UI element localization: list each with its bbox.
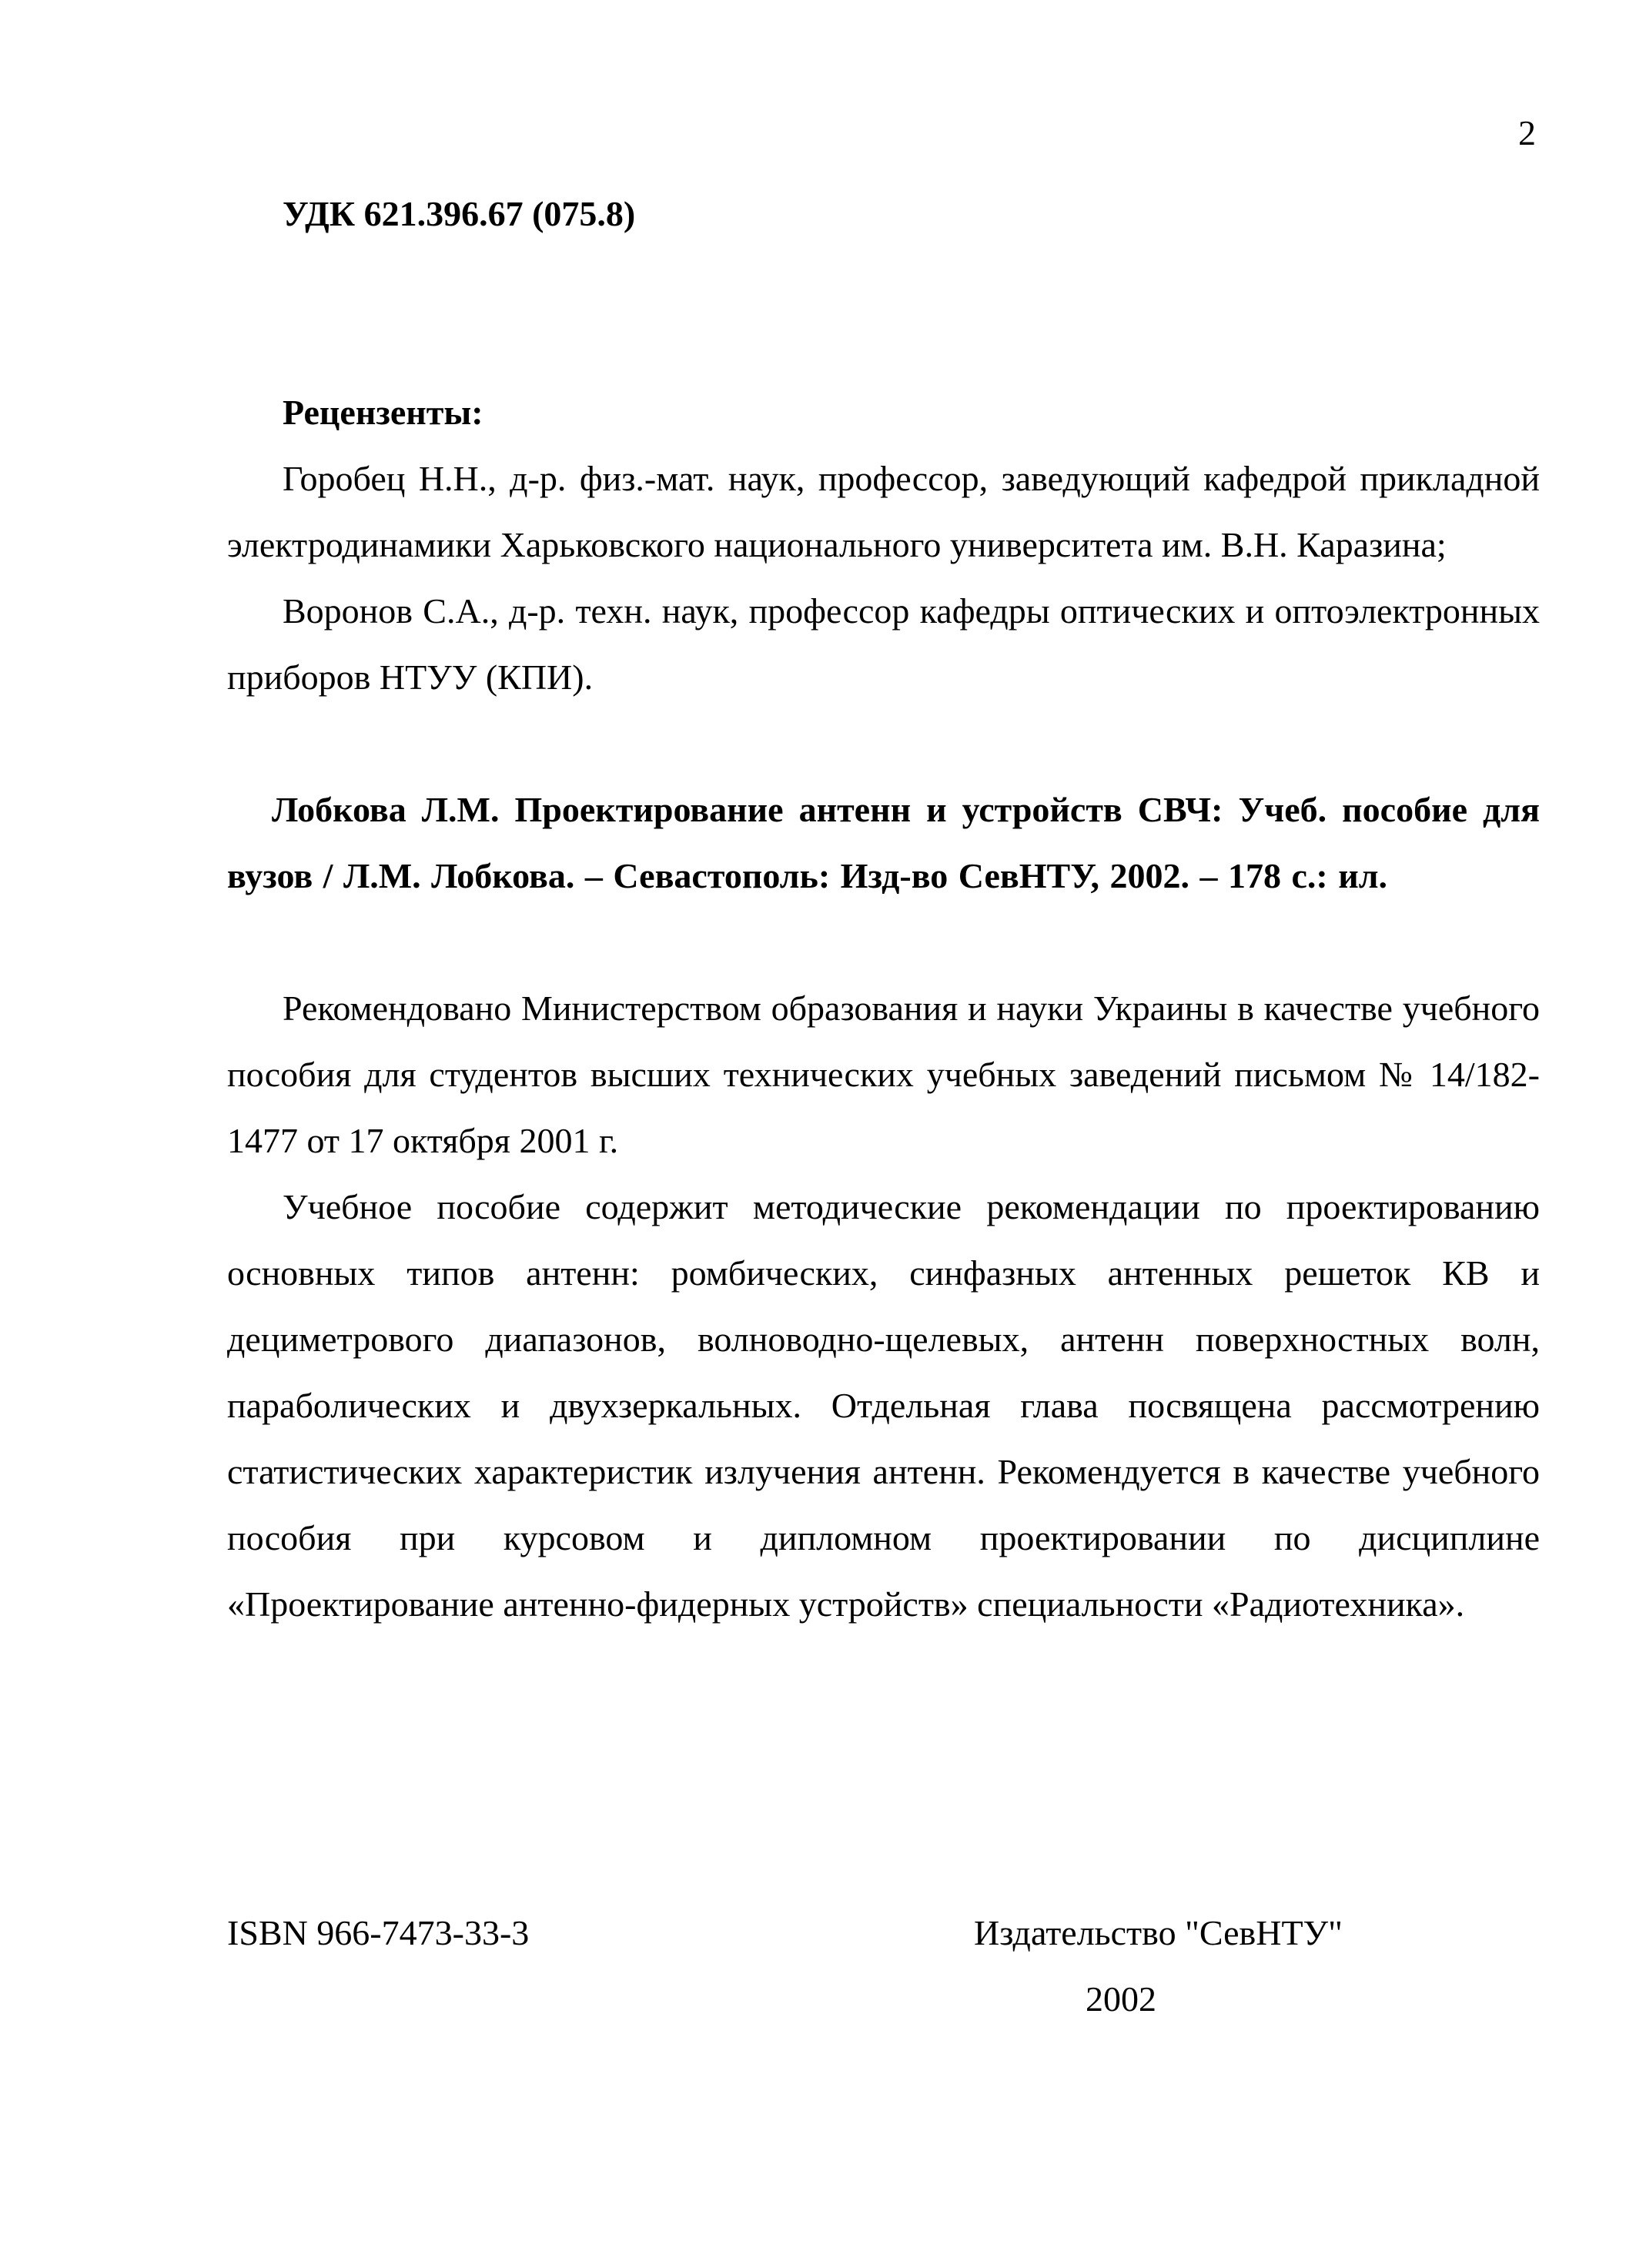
abstract-paragraph: Учебное пособие содержит методические рекомендации по проектированию основных типов антенн: ромбических, синфазных антенных решеток КВ и дециметрового диапазонов, волноводно-щелевых, антенн поверхностных волн, параболических и двухзеркальных. Отдельная глава посвящена рассмотрению статистических характеристик излучения антенн. Рекомендуется в качестве учебного пособия при курсовом и дипломном проектировании по дисциплине «Проектирование антенно-фидерных устройств» специальности «Радиотехника». [227, 1187, 1540, 1624]
udk-code: УДК 621.396.67 (075.8) [283, 194, 636, 233]
reviewer-entry: Горобец Н.Н., д-р. физ.-мат. наук, профессор, заведующий кафедрой прикладной электродинамики Харьковского национального университета им. В.Н. Каразина; [227, 459, 1540, 564]
reviewers-heading: Рецензенты: [283, 393, 483, 432]
publisher: Издательство "СевНТУ" [974, 1913, 1343, 1952]
bibliographic-citation: Лобкова Л.М. Проектирование антенн и устройств СВЧ: Учеб. пособие для вузов / Л.М. Лобкова. – Севастополь: Изд-во СевНТУ, 2002. – 178 с.: ил. [227, 790, 1540, 895]
recommendation-paragraph: Рекомендовано Министерством образования и науки Украины в качестве учебного пособия для студентов высших технических учебных заведений письмом № 14/182-1477 от 17 октября 2001 г. [227, 988, 1540, 1160]
reviewer-entry: Воронов С.А., д-р. техн. наук, профессор кафедры оптических и оптоэлектронных приборов НТУУ (КПИ). [227, 591, 1540, 697]
publication-year: 2002 [1086, 1979, 1156, 2019]
document-body [227, 181, 1540, 1637]
page-number: 2 [1518, 113, 1536, 152]
isbn: ISBN 966-7473-33-3 [227, 1913, 530, 1952]
